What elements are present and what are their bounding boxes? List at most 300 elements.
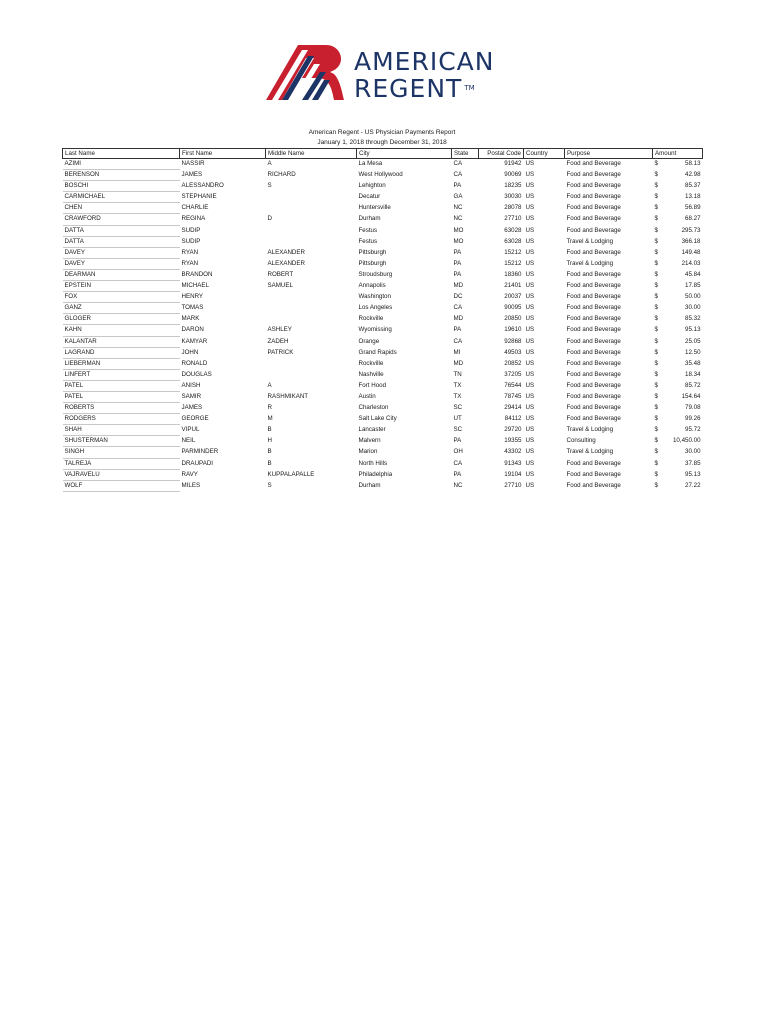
- table-row: [63, 247, 703, 258]
- cell-purpose: Food and Beverage: [566, 326, 621, 334]
- cell-amount: 214.03: [681, 259, 701, 267]
- cell-state: PA: [453, 259, 462, 267]
- cell-country: US: [525, 315, 535, 323]
- cell-city: West Hollywood: [358, 171, 403, 179]
- cell-last-name: LIEBERMAN: [63, 358, 180, 369]
- table-row: [63, 380, 703, 391]
- cell-middle-name: [266, 314, 357, 325]
- cell-first-name: ANISH: [181, 381, 201, 389]
- cell-postal-code: 84112: [504, 415, 522, 423]
- cell-city: Wyomissing: [358, 326, 392, 334]
- cell-state: NC: [453, 204, 463, 212]
- cell-currency: $: [654, 348, 658, 356]
- cell-city: Lehighton: [358, 182, 386, 190]
- cell-middle-name: R: [267, 404, 272, 412]
- cell-last-name: DATTA: [63, 236, 180, 247]
- cell-currency: $: [654, 160, 658, 168]
- cell-purpose: Food and Beverage: [566, 304, 621, 312]
- cell-middle-name: ALEXANDER: [267, 259, 305, 267]
- cell-middle-name: B: [267, 426, 272, 434]
- cell-state: PA: [453, 248, 462, 256]
- col-city: City: [357, 149, 452, 159]
- table-row: [63, 214, 703, 225]
- cell-purpose: Food and Beverage: [566, 337, 621, 345]
- cell-currency: $: [654, 259, 658, 267]
- cell-first-name: STEPHANIE: [181, 193, 217, 201]
- cell-purpose: Food and Beverage: [566, 348, 621, 356]
- cell-purpose: Food and Beverage: [566, 381, 621, 389]
- cell-currency: $: [654, 481, 658, 489]
- cell-first-name: REGINA: [181, 215, 206, 223]
- cell-purpose: Food and Beverage: [566, 160, 621, 168]
- cell-amount: 37.85: [685, 459, 701, 467]
- cell-state: MI: [453, 348, 461, 356]
- cell-state: CA: [453, 304, 463, 312]
- cell-postal-code: 18360: [504, 270, 522, 278]
- cell-country: US: [525, 326, 535, 334]
- cell-state: TN: [453, 370, 462, 378]
- cell-state: TX: [453, 392, 462, 400]
- cell-postal-code: 76544: [504, 381, 522, 389]
- cell-last-name: CHEN: [63, 203, 180, 214]
- cell-first-name: HENRY: [181, 293, 204, 301]
- cell-first-name: RONALD: [181, 359, 208, 367]
- cell-currency: $: [654, 304, 658, 312]
- table-row: [63, 236, 703, 247]
- cell-state: MD: [453, 359, 464, 367]
- table-row: [63, 159, 703, 170]
- cell-middle-name: D: [267, 215, 272, 223]
- report-period: January 1, 2018 through December 31, 2018: [317, 139, 447, 146]
- cell-currency: $: [654, 392, 658, 400]
- cell-amount: 68.27: [685, 215, 701, 223]
- cell-middle-name: H: [267, 437, 272, 445]
- cell-last-name: DAVEY: [63, 247, 180, 258]
- payments-table: [62, 148, 703, 492]
- cell-country: US: [525, 404, 535, 412]
- cell-city: Charleston: [358, 404, 389, 412]
- cell-first-name: RYAN: [181, 248, 199, 256]
- col-last-name: Last Name: [63, 149, 180, 159]
- cell-middle-name: ROBERT: [267, 270, 294, 278]
- cell-currency: $: [654, 315, 658, 323]
- cell-city: Pittsburgh: [358, 248, 387, 256]
- cell-middle-name: KUPPALAPALLE: [267, 470, 315, 478]
- cell-state: UT: [453, 415, 462, 423]
- cell-city: Lancaster: [358, 426, 386, 434]
- cell-country: US: [525, 481, 535, 489]
- cell-state: MO: [453, 226, 464, 234]
- cell-last-name: AZIMI: [63, 159, 180, 170]
- cell-middle-name: B: [267, 459, 272, 467]
- cell-amount: 58.13: [685, 160, 701, 168]
- cell-country: US: [525, 337, 535, 345]
- american-regent-logo: [262, 42, 512, 104]
- cell-city: Marion: [358, 448, 378, 456]
- cell-first-name: MARK: [181, 315, 200, 323]
- cell-currency: $: [654, 470, 658, 478]
- cell-city: Rockville: [358, 315, 384, 323]
- table-row: [63, 281, 703, 292]
- cell-last-name: BOSCHI: [63, 181, 180, 192]
- cell-postal-code: 90095: [504, 304, 522, 312]
- table-row: [63, 181, 703, 192]
- cell-postal-code: 21401: [504, 282, 522, 290]
- cell-amount: 30.00: [685, 304, 701, 312]
- cell-middle-name: [266, 192, 357, 203]
- cell-purpose: Travel & Lodging: [566, 237, 614, 245]
- cell-state: SC: [453, 426, 463, 434]
- cell-middle-name: [266, 225, 357, 236]
- table-row: [63, 170, 703, 181]
- cell-amount: 18.34: [685, 370, 701, 378]
- cell-first-name: NASSIR: [181, 160, 205, 168]
- logo-mark-icon: [262, 42, 346, 104]
- cell-amount: 17.85: [685, 282, 701, 290]
- cell-last-name: CARMICHAEL: [63, 192, 180, 203]
- cell-amount: 50.00: [685, 293, 701, 301]
- table-row: [63, 425, 703, 436]
- cell-postal-code: 29414: [504, 404, 522, 412]
- col-postal-code: Postal Code: [479, 149, 524, 159]
- cell-purpose: Food and Beverage: [566, 459, 621, 467]
- cell-last-name: LAGRAND: [63, 347, 180, 358]
- cell-amount: 99.26: [685, 415, 701, 423]
- cell-city: Decatur: [358, 193, 381, 201]
- cell-last-name: WOLF: [63, 480, 180, 491]
- cell-last-name: TALREJA: [63, 458, 180, 469]
- brand-name-line2: REGENT: [354, 74, 463, 103]
- cell-city: Durham: [358, 215, 381, 223]
- cell-state: GA: [453, 193, 463, 201]
- table-row: [63, 436, 703, 447]
- cell-currency: $: [654, 226, 658, 234]
- cell-last-name: DAVEY: [63, 258, 180, 269]
- cell-country: US: [525, 282, 535, 290]
- cell-city: North Hills: [358, 459, 388, 467]
- cell-last-name: SINGH: [63, 447, 180, 458]
- cell-amount: 154.64: [681, 392, 701, 400]
- table-row: [63, 314, 703, 325]
- cell-state: CA: [453, 337, 463, 345]
- cell-currency: $: [654, 215, 658, 223]
- cell-country: US: [525, 226, 535, 234]
- col-state: State: [452, 149, 479, 159]
- cell-postal-code: 18235: [504, 182, 522, 190]
- cell-last-name: PATEL: [63, 380, 180, 391]
- cell-postal-code: 78745: [504, 392, 522, 400]
- cell-state: CA: [453, 459, 463, 467]
- cell-currency: $: [654, 182, 658, 190]
- cell-last-name: SHAH: [63, 425, 180, 436]
- cell-amount: 10,450.00: [672, 437, 701, 445]
- cell-amount: 42.98: [685, 171, 701, 179]
- table-row: [63, 403, 703, 414]
- cell-amount: 366.18: [681, 237, 701, 245]
- cell-first-name: GEORGE: [181, 415, 209, 423]
- cell-amount: 85.37: [685, 182, 701, 190]
- cell-middle-name: S: [267, 481, 272, 489]
- cell-state: OH: [453, 448, 463, 456]
- cell-state: DC: [453, 293, 463, 301]
- cell-state: MO: [453, 237, 464, 245]
- cell-purpose: Food and Beverage: [566, 359, 621, 367]
- cell-city: Festus: [358, 237, 378, 245]
- brand-name-line1: AMERICAN: [354, 47, 495, 76]
- cell-city: Durham: [358, 481, 381, 489]
- cell-postal-code: 15212: [504, 259, 522, 267]
- cell-amount: 95.13: [685, 326, 701, 334]
- cell-middle-name: RASHMIKANT: [267, 392, 309, 400]
- cell-amount: 149.48: [681, 248, 701, 256]
- cell-middle-name: [266, 358, 357, 369]
- cell-city: Los Angeles: [358, 304, 393, 312]
- table-row: [63, 269, 703, 280]
- cell-country: US: [525, 293, 535, 301]
- table-row: [63, 391, 703, 402]
- cell-last-name: BERENSON: [63, 170, 180, 181]
- cell-first-name: NEIL: [181, 437, 196, 445]
- cell-currency: $: [654, 193, 658, 201]
- table-row: [63, 347, 703, 358]
- cell-middle-name: PATRICK: [267, 348, 294, 356]
- cell-city: Fort Hood: [358, 381, 387, 389]
- cell-country: US: [525, 459, 535, 467]
- cell-last-name: VAJRAVELU: [63, 469, 180, 480]
- cell-last-name: GANZ: [63, 303, 180, 314]
- cell-purpose: Food and Beverage: [566, 282, 621, 290]
- cell-postal-code: 15212: [504, 248, 522, 256]
- cell-amount: 25.05: [685, 337, 701, 345]
- cell-currency: $: [654, 359, 658, 367]
- cell-middle-name: A: [267, 381, 272, 389]
- cell-purpose: Food and Beverage: [566, 193, 621, 201]
- cell-state: NC: [453, 481, 463, 489]
- cell-currency: $: [654, 448, 658, 456]
- table-row: [63, 258, 703, 269]
- cell-currency: $: [654, 270, 658, 278]
- col-first-name: First Name: [180, 149, 266, 159]
- cell-amount: 295.73: [681, 226, 701, 234]
- cell-country: US: [525, 381, 535, 389]
- cell-state: PA: [453, 270, 462, 278]
- cell-postal-code: 19355: [504, 437, 522, 445]
- cell-postal-code: 43302: [504, 448, 522, 456]
- cell-first-name: CHARLIE: [181, 204, 209, 212]
- cell-middle-name: S: [267, 182, 272, 190]
- cell-state: TX: [453, 381, 462, 389]
- cell-purpose: Food and Beverage: [566, 226, 621, 234]
- cell-city: Nashville: [358, 370, 384, 378]
- cell-first-name: PARMINDER: [181, 448, 219, 456]
- cell-currency: $: [654, 326, 658, 334]
- cell-currency: $: [654, 293, 658, 301]
- cell-last-name: ROBERTS: [63, 403, 180, 414]
- cell-state: CA: [453, 171, 463, 179]
- table-row: [63, 469, 703, 480]
- cell-amount: 95.72: [685, 426, 701, 434]
- cell-city: Annapolis: [358, 282, 386, 290]
- cell-middle-name: [266, 303, 357, 314]
- cell-state: SC: [453, 404, 463, 412]
- cell-city: Malvern: [358, 437, 381, 445]
- cell-last-name: CRAWFORD: [63, 214, 180, 225]
- cell-currency: $: [654, 426, 658, 434]
- cell-postal-code: 63028: [504, 237, 522, 245]
- cell-state: NC: [453, 215, 463, 223]
- cell-amount: 95.13: [685, 470, 701, 478]
- table-body: [63, 159, 703, 492]
- cell-purpose: Food and Beverage: [566, 215, 621, 223]
- cell-first-name: JAMES: [181, 171, 203, 179]
- cell-first-name: VIPUL: [181, 426, 200, 434]
- cell-last-name: GLOGER: [63, 314, 180, 325]
- cell-first-name: MILES: [181, 481, 201, 489]
- cell-currency: $: [654, 337, 658, 345]
- table-row: [63, 203, 703, 214]
- cell-state: PA: [453, 326, 462, 334]
- cell-first-name: TOMAS: [181, 304, 204, 312]
- cell-amount: 85.32: [685, 315, 701, 323]
- table-row: [63, 369, 703, 380]
- cell-first-name: JOHN: [181, 348, 199, 356]
- cell-purpose: Travel & Lodging: [566, 448, 614, 456]
- cell-middle-name: M: [267, 415, 273, 423]
- cell-amount: 35.48: [685, 359, 701, 367]
- cell-postal-code: 91343: [504, 459, 522, 467]
- cell-country: US: [525, 182, 535, 190]
- cell-city: Salt Lake City: [358, 415, 397, 423]
- cell-last-name: RODGERS: [63, 414, 180, 425]
- cell-purpose: Food and Beverage: [566, 182, 621, 190]
- cell-country: US: [525, 359, 535, 367]
- table-row: [63, 480, 703, 491]
- cell-postal-code: 92868: [504, 337, 522, 345]
- cell-purpose: Food and Beverage: [566, 415, 621, 423]
- cell-country: US: [525, 160, 535, 168]
- cell-country: US: [525, 392, 535, 400]
- cell-currency: $: [654, 282, 658, 290]
- cell-middle-name: RICHARD: [267, 171, 296, 179]
- table-row: [63, 192, 703, 203]
- cell-city: Stroudsburg: [358, 270, 393, 278]
- cell-city: Grand Rapids: [358, 348, 397, 356]
- cell-amount: 12.50: [685, 348, 701, 356]
- cell-last-name: DEARMAN: [63, 269, 180, 280]
- report-header: [62, 128, 702, 148]
- cell-postal-code: 20852: [504, 359, 522, 367]
- cell-postal-code: 20037: [504, 293, 522, 301]
- cell-city: Philadelphia: [358, 470, 393, 478]
- cell-postal-code: 49503: [504, 348, 522, 356]
- cell-city: Orange: [358, 337, 380, 345]
- cell-last-name: SHUSTERMAN: [63, 436, 180, 447]
- cell-country: US: [525, 426, 535, 434]
- cell-currency: $: [654, 404, 658, 412]
- cell-currency: $: [654, 237, 658, 245]
- cell-first-name: BRANDON: [181, 270, 213, 278]
- cell-country: US: [525, 304, 535, 312]
- cell-last-name: KAHN: [63, 325, 180, 336]
- cell-country: US: [525, 470, 535, 478]
- cell-postal-code: 27710: [504, 215, 522, 223]
- cell-purpose: Food and Beverage: [566, 315, 621, 323]
- cell-amount: 79.08: [685, 404, 701, 412]
- cell-currency: $: [654, 437, 658, 445]
- cell-postal-code: 27710: [504, 481, 522, 489]
- report-title: American Regent - US Physician Payments Report: [308, 129, 456, 136]
- cell-country: US: [525, 237, 535, 245]
- table-row: [63, 225, 703, 236]
- cell-state: PA: [453, 470, 462, 478]
- cell-middle-name: ASHLEY: [267, 326, 292, 334]
- cell-country: US: [525, 259, 535, 267]
- cell-currency: $: [654, 204, 658, 212]
- cell-city: Huntersville: [358, 204, 391, 212]
- cell-amount: 30.00: [685, 448, 701, 456]
- cell-currency: $: [654, 459, 658, 467]
- cell-last-name: PATEL: [63, 391, 180, 402]
- col-purpose: Purpose: [565, 149, 653, 159]
- cell-city: Rockville: [358, 359, 384, 367]
- cell-middle-name: A: [267, 160, 272, 168]
- cell-first-name: MICHAEL: [181, 282, 210, 290]
- cell-country: US: [525, 448, 535, 456]
- cell-country: US: [525, 348, 535, 356]
- cell-purpose: Food and Beverage: [566, 481, 621, 489]
- table-row: [63, 447, 703, 458]
- cell-middle-name: [266, 236, 357, 247]
- cell-country: US: [525, 204, 535, 212]
- cell-postal-code: 19610: [504, 326, 522, 334]
- cell-postal-code: 20850: [504, 315, 522, 323]
- cell-first-name: RAVY: [181, 470, 198, 478]
- cell-city: Austin: [358, 392, 376, 400]
- cell-postal-code: 28078: [504, 204, 522, 212]
- cell-country: US: [525, 171, 535, 179]
- cell-postal-code: 30030: [504, 193, 522, 201]
- cell-postal-code: 19104: [504, 470, 522, 478]
- cell-postal-code: 90069: [504, 171, 522, 179]
- cell-city: Washington: [358, 293, 391, 301]
- cell-first-name: SAMIR: [181, 392, 202, 400]
- cell-purpose: Food and Beverage: [566, 293, 621, 301]
- cell-city: Festus: [358, 226, 378, 234]
- cell-postal-code: 37205: [504, 370, 522, 378]
- cell-currency: $: [654, 381, 658, 389]
- cell-amount: 13.18: [685, 193, 701, 201]
- cell-state: MD: [453, 315, 464, 323]
- cell-last-name: LINFERT: [63, 369, 180, 380]
- cell-last-name: KALANTAR: [63, 336, 180, 347]
- cell-country: US: [525, 193, 535, 201]
- table-header-row: [63, 149, 703, 159]
- cell-purpose: Food and Beverage: [566, 370, 621, 378]
- cell-purpose: Food and Beverage: [566, 470, 621, 478]
- table-row: [63, 358, 703, 369]
- cell-first-name: DARON: [181, 326, 204, 334]
- col-amount: Amount: [653, 149, 703, 159]
- cell-middle-name: [266, 203, 357, 214]
- cell-amount: 85.72: [685, 381, 701, 389]
- table-row: [63, 303, 703, 314]
- cell-last-name: DATTA: [63, 225, 180, 236]
- cell-country: US: [525, 370, 535, 378]
- cell-currency: $: [654, 171, 658, 179]
- table-row: [63, 458, 703, 469]
- cell-state: MD: [453, 282, 464, 290]
- cell-middle-name: ZADEH: [267, 337, 289, 345]
